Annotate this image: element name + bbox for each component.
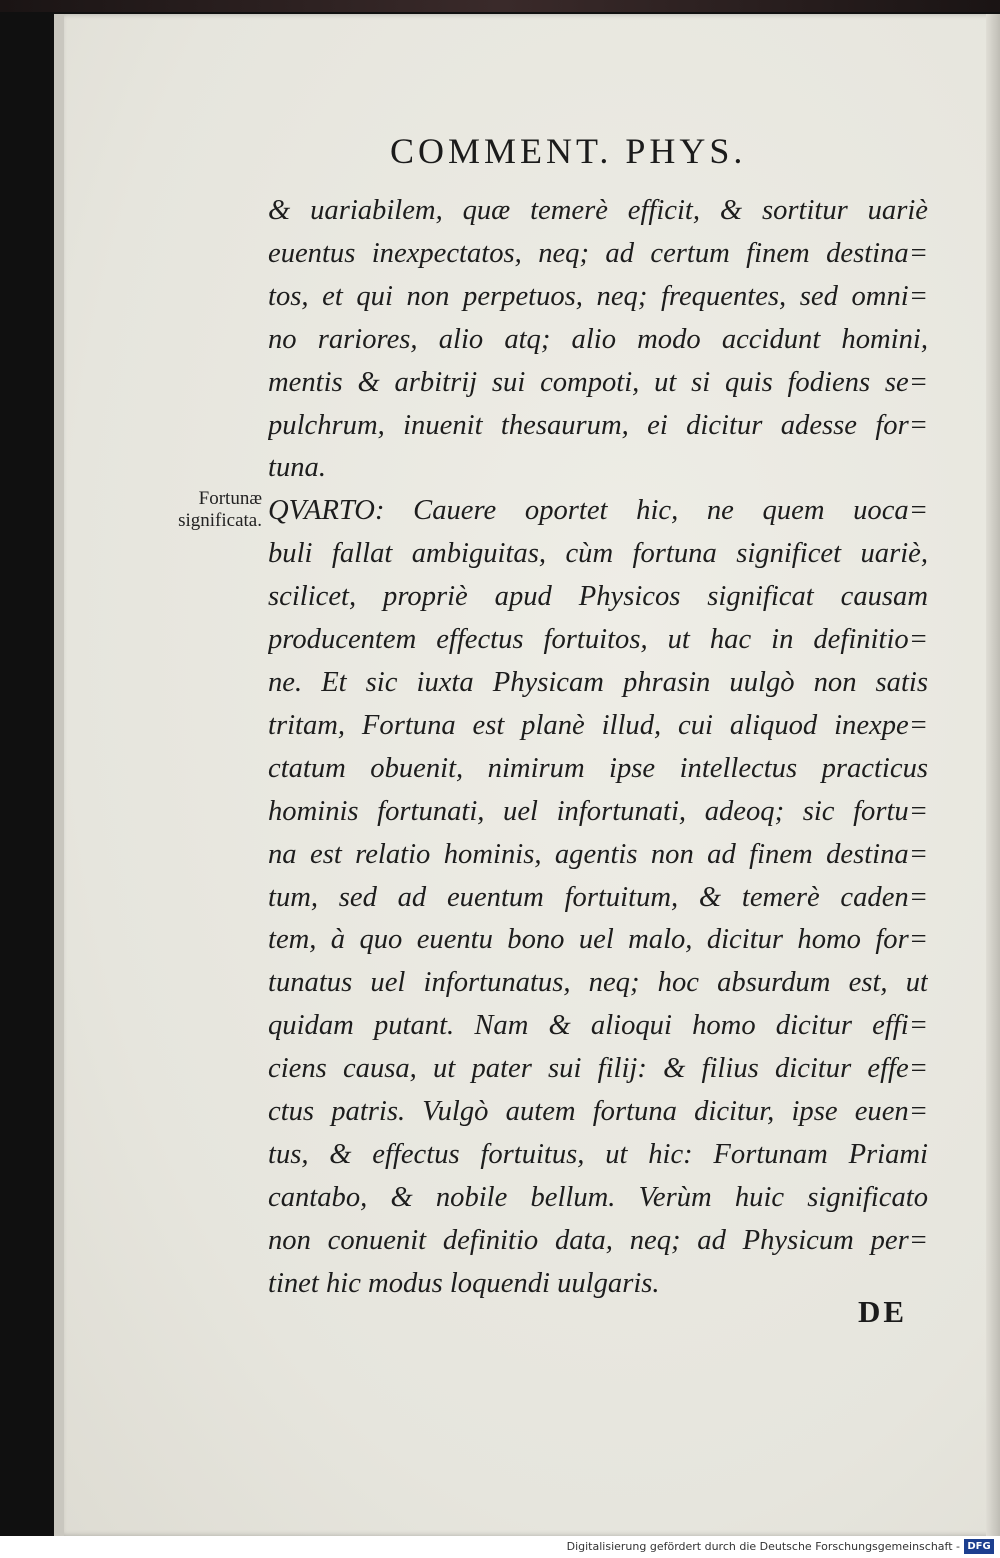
text-line: tritam, Fortuna est planè illud, cui aliquod inexpe= (268, 709, 928, 741)
text-line: ciens causa, ut pater sui filij: & filius dicitur effe= (268, 1053, 928, 1085)
text-line: tum, sed ad euentum fortuitum, & temerè caden= (268, 881, 928, 913)
text-line: hominis fortunati, uel infortunati, adeoq; sic fortu= (268, 795, 928, 827)
text-line: ne. Et sic iuxta Physicam phrasin uulgò non satis (268, 666, 928, 698)
body-text (268, 190, 928, 1306)
page-edge-shadow (986, 14, 1000, 1536)
text-line: no rariores, alio atq; alio modo accidunt homini, (268, 323, 928, 355)
footer-bar (0, 1536, 1000, 1558)
text-line: scilicet, propriè apud Physicos significat causam (268, 581, 928, 613)
text-line: producentem effectus fortuitos, ut hac in definitio= (268, 624, 928, 656)
text-line: pulchrum, inuenit thesaurum, ei dicitur adesse for= (268, 409, 928, 441)
text-line: QVARTO: Cauere oportet hic, ne quem uoca= (268, 495, 928, 527)
text-line: non conuenit definitio data, neq; ad Physicum per= (268, 1224, 928, 1256)
funding-credit: Digitalisierung gefördert durch die Deutsche Forschungsgemeinschaft - (566, 1540, 960, 1553)
dfg-logo-icon: DFG (964, 1539, 994, 1554)
margin-note-line: significata. (178, 510, 262, 531)
text-line: tinet hic modus loquendi uulgaris. (268, 1267, 660, 1299)
scan-top-edge (0, 0, 1000, 12)
text-line: mentis & arbitrij sui compoti, ut si quis fodiens se= (268, 366, 928, 398)
text-line: cantabo, & nobile bellum. Verùm huic significato (268, 1181, 928, 1213)
margin-note (132, 488, 262, 532)
text-line: ctatum obuenit, nimirum ipse intellectus practicus (268, 752, 928, 784)
text-line: tus, & effectus fortuitus, ut hic: Fortunam Priami (268, 1138, 928, 1170)
text-line: & uariabilem, quæ temerè efficit, & sortitur uariè (268, 195, 928, 226)
text-line: buli fallat ambiguitas, cùm fortuna significet uariè, (268, 538, 928, 570)
text-line: tem, à quo euentu bono uel malo, dicitur homo for= (268, 924, 928, 956)
running-head: COMMENT. PHYS. (390, 131, 747, 171)
text-line: na est relatio hominis, agentis non ad finem destina= (268, 838, 928, 870)
text-line: tunatus uel infortunatus, neq; hoc absurdum est, ut (268, 967, 928, 999)
catchword: DE (858, 1294, 908, 1329)
margin-note-line: Fortunæ (198, 488, 262, 509)
text-line: tos, et qui non perpetuos, neq; frequentes, sed omni= (268, 280, 928, 312)
text-line: euentus inexpectatos, neq; ad certum finem destina= (268, 237, 928, 269)
text-line: ctus patris. Vulgò autem fortuna dicitur, ipse euen= (268, 1096, 928, 1128)
text-line: quidam putant. Nam & alioqui homo dicitur effi= (268, 1010, 928, 1042)
text-line: tuna. (268, 452, 326, 484)
